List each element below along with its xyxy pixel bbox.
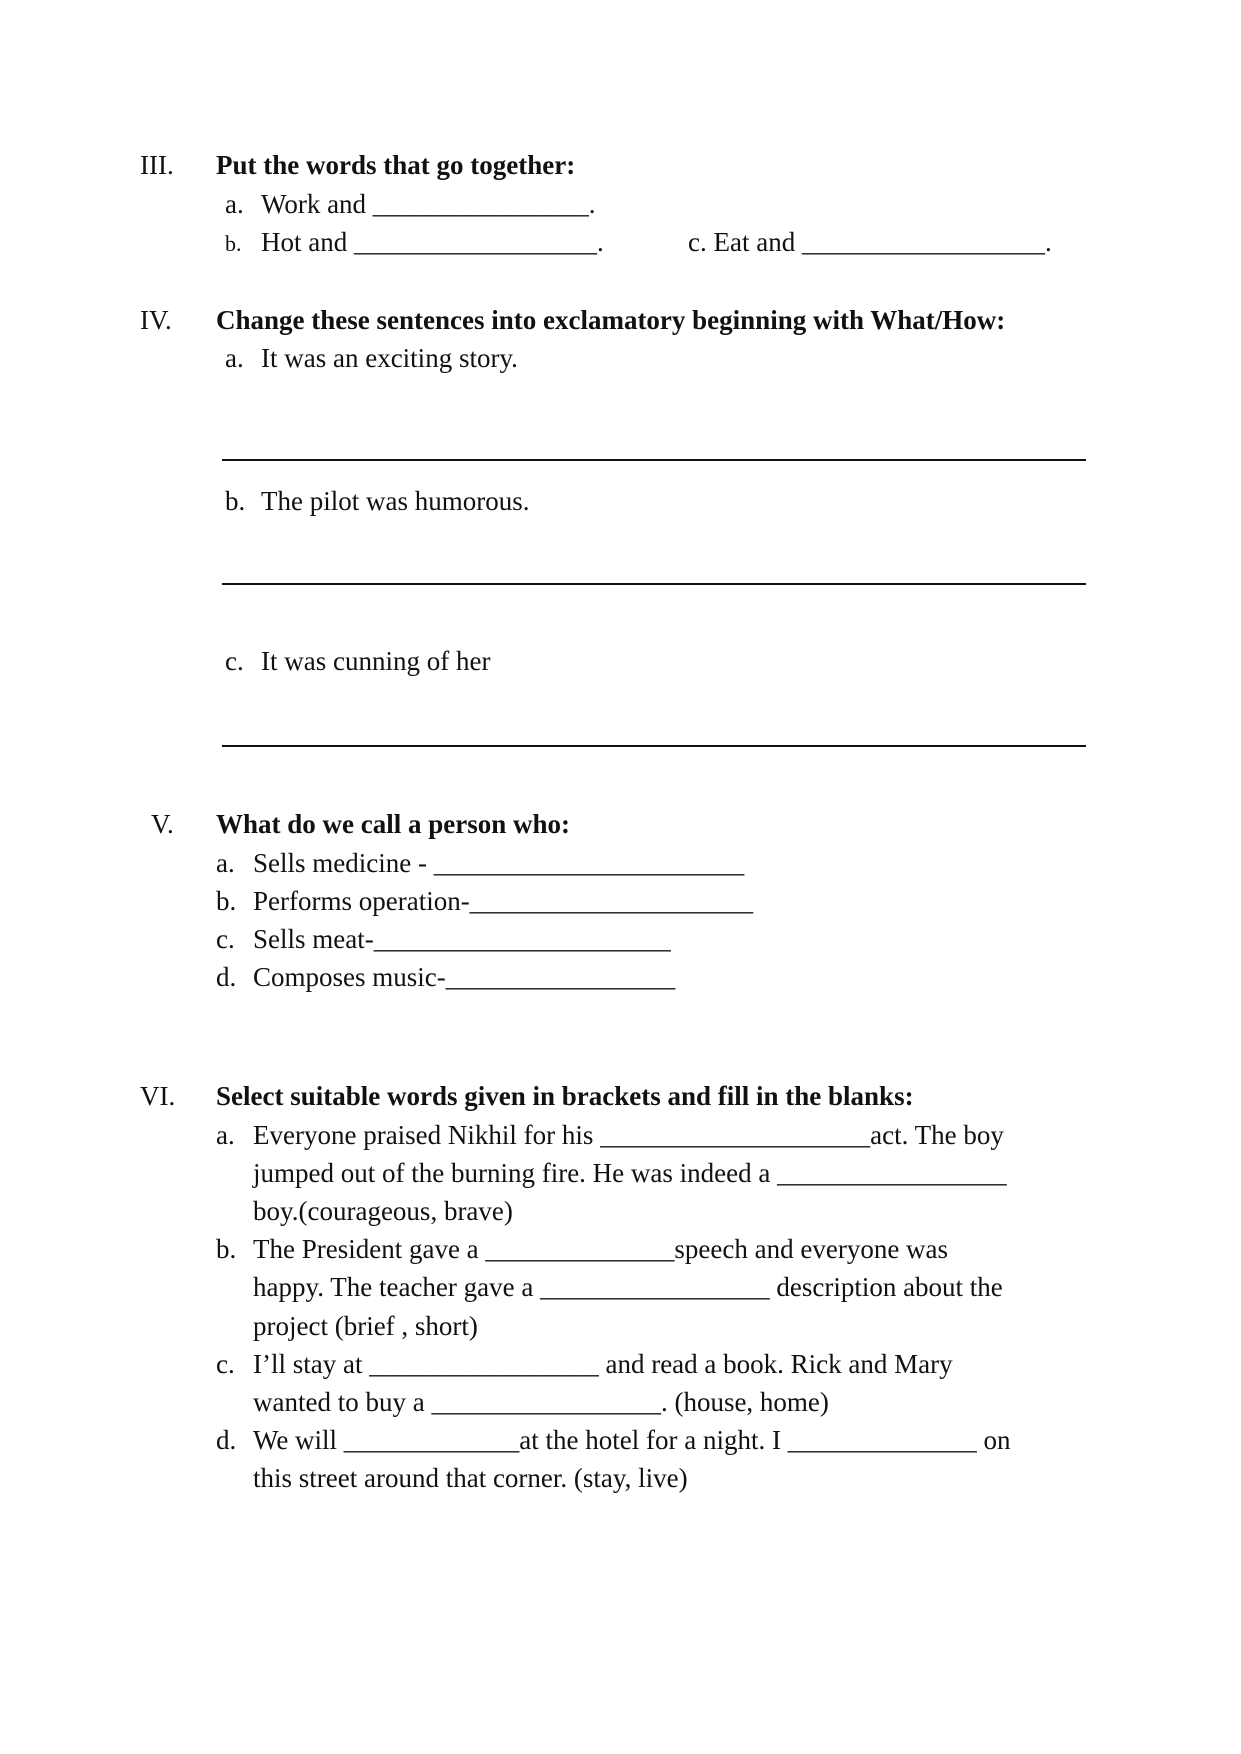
item-label: a.: [216, 1120, 235, 1150]
question-text: Composes music-_________________: [253, 962, 676, 992]
question-text: Hot and __________________.: [261, 227, 604, 257]
question-line: We will _____________at the hotel for a night. I ______________ on: [253, 1425, 1011, 1455]
section-numeral: V.: [151, 809, 174, 839]
question-line: boy.(courageous, brave): [253, 1196, 513, 1226]
item-label: b.: [216, 886, 237, 916]
item-label: d.: [216, 1425, 237, 1455]
section-numeral: VI.: [140, 1081, 176, 1111]
question-line: this street around that corner. (stay, live): [253, 1463, 688, 1493]
section-heading: Select suitable words given in brackets and fill in the blanks:: [216, 1081, 914, 1111]
question-line: jumped out of the burning fire. He was indeed a _________________: [253, 1158, 1007, 1188]
section-numeral: IV.: [140, 305, 172, 335]
item-label: b.: [225, 486, 246, 516]
question-line: I’ll stay at _________________ and read a book. Rick and Mary: [253, 1349, 953, 1379]
item-label: b.: [216, 1234, 237, 1264]
item-label: b.: [225, 231, 242, 256]
answer-line[interactable]: [222, 583, 1086, 585]
question-text: It was cunning of her: [261, 646, 491, 676]
item-label: d.: [216, 962, 237, 992]
item-label: a.: [225, 189, 244, 219]
section-heading: Put the words that go together:: [216, 150, 576, 180]
question-text: Performs operation-_____________________: [253, 886, 754, 916]
question-line: Everyone praised Nikhil for his ____________________act. The boy: [253, 1120, 1004, 1150]
question-text: c. Eat and __________________.: [688, 227, 1052, 257]
item-label: c.: [216, 1349, 235, 1379]
question-text: The pilot was humorous.: [261, 486, 530, 516]
question-text: Sells meat-______________________: [253, 924, 671, 954]
section-numeral: III.: [140, 150, 174, 180]
question-line: The President gave a ______________speech and everyone was: [253, 1234, 949, 1264]
question-text: Work and ________________.: [261, 189, 596, 219]
item-label: c.: [225, 646, 244, 676]
item-label: c.: [216, 924, 235, 954]
question-line: project (brief , short): [253, 1311, 478, 1341]
answer-line[interactable]: [222, 459, 1086, 461]
section-heading: Change these sentences into exclamatory beginning with What/How:: [216, 305, 1006, 335]
question-text: It was an exciting story.: [261, 343, 518, 373]
question-line: wanted to buy a _________________. (house, home): [253, 1387, 829, 1417]
section-heading: What do we call a person who:: [216, 809, 571, 839]
question-line: happy. The teacher gave a _________________ description about the: [253, 1272, 1003, 1302]
question-text: Sells medicine - _______________________: [253, 848, 745, 878]
answer-line[interactable]: [222, 745, 1086, 747]
item-label: a.: [225, 343, 244, 373]
item-label: a.: [216, 848, 235, 878]
